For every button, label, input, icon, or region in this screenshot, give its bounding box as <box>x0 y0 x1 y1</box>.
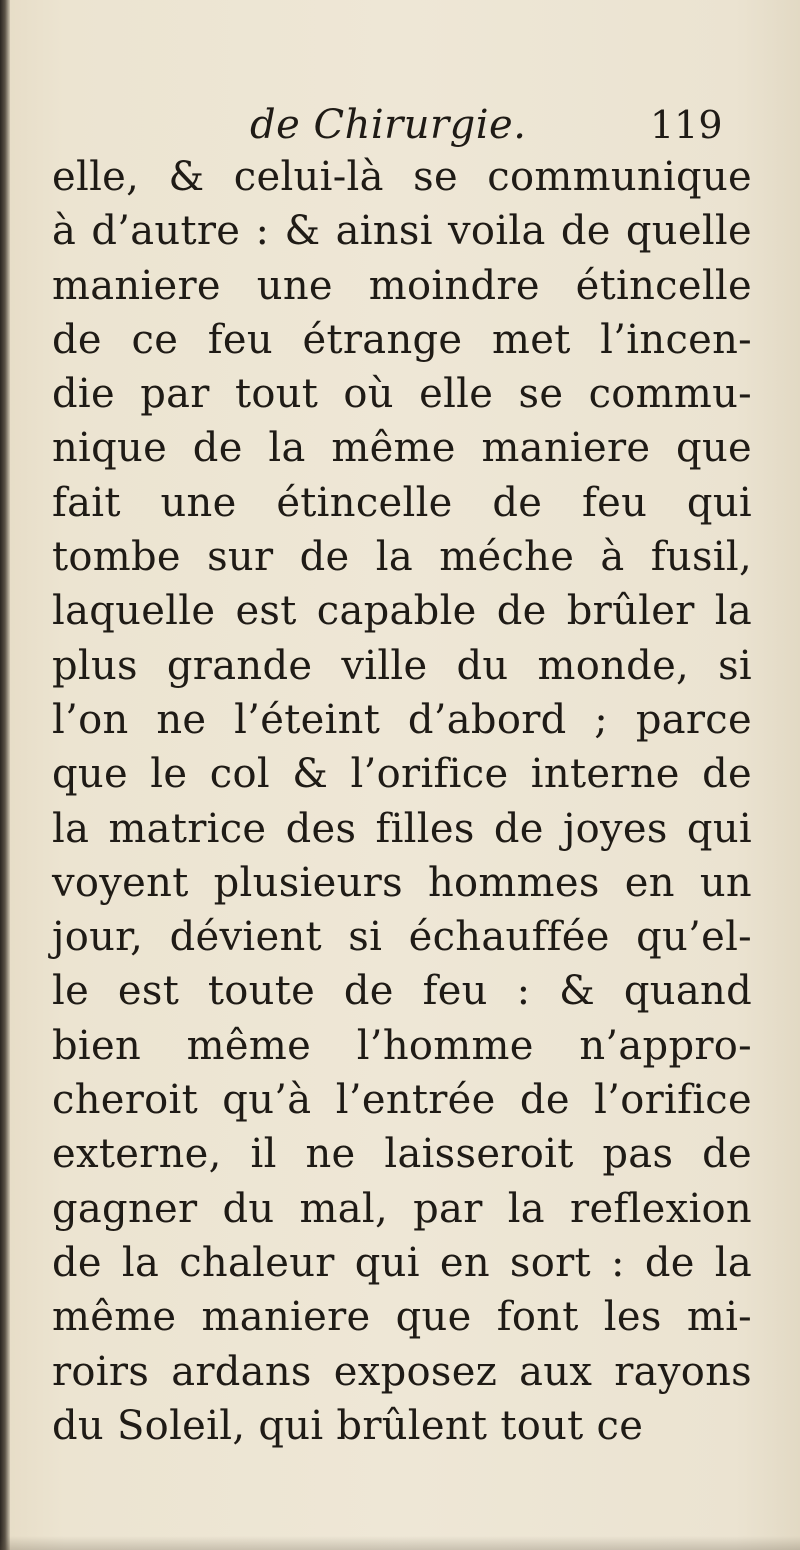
text-line: l’on ne l’éteint d’abord ; parce <box>52 696 752 743</box>
text-line: voyent plusieurs hommes en un <box>52 859 752 906</box>
text-line: même maniere que font les mi- <box>52 1294 752 1341</box>
text-line: jour, dévient si échauffée qu’el- <box>52 914 752 961</box>
text-line: la matrice des filles de joyes qui <box>52 805 752 852</box>
text-line: plus grande ville du monde, si <box>52 642 752 689</box>
page-binding-edge <box>0 0 10 1550</box>
text-line: du Soleil, qui brûlent tout ce <box>52 1402 644 1449</box>
text-line: à d’autre : & ainsi voila de quelle <box>52 208 752 255</box>
text-line: de ce feu étrange met l’incen- <box>52 316 752 363</box>
body-text <box>52 150 752 1453</box>
page-header <box>250 95 770 155</box>
running-head: de Chirurgie. <box>250 102 527 148</box>
text-line: die par tout où elle se commu- <box>52 371 752 418</box>
text-line: fait une étincelle de feu qui <box>52 479 752 526</box>
text-line: bien même l’homme n’appro- <box>52 1022 752 1069</box>
text-line: maniere une moindre étincelle <box>52 262 752 309</box>
text-line: nique de la même maniere que <box>52 425 752 472</box>
page-number: 119 <box>650 103 723 147</box>
text-line: le est toute de feu : & quand <box>52 968 752 1015</box>
text-line: que le col & l’orifice interne de <box>52 751 752 798</box>
text-line: roirs ardans exposez aux rayons <box>52 1348 752 1395</box>
text-line: tombe sur de la méche à fusil, <box>52 534 752 581</box>
page-bottom-edge <box>0 1536 800 1550</box>
text-line: laquelle est capable de brûler la <box>52 588 752 635</box>
text-line: gagner du mal, par la reflexion <box>52 1185 752 1232</box>
text-line: elle, & celui-là se communique <box>52 154 752 200</box>
text-line: de la chaleur qui en sort : de la <box>52 1239 752 1286</box>
text-line: cheroit qu’à l’entrée de l’orifice <box>52 1077 752 1124</box>
text-line: externe, il ne laisseroit pas de <box>52 1131 752 1178</box>
